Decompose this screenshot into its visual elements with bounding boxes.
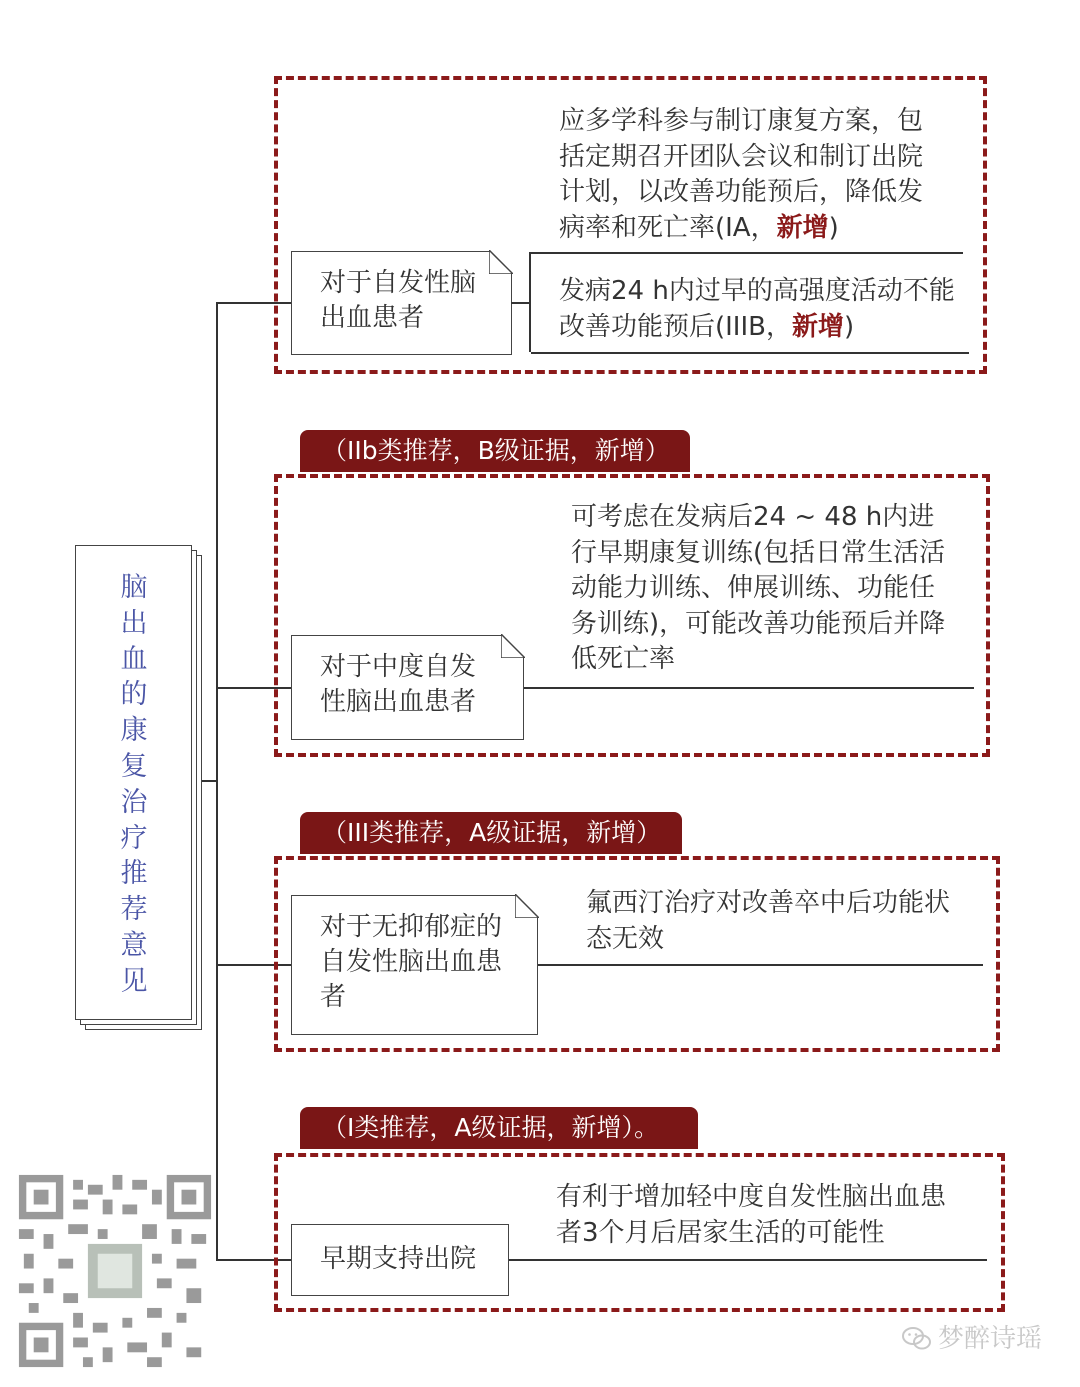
folded-corner-icon [489,250,513,274]
branch-1-item-2 [559,274,959,345]
branch-3-item-1-underline [538,964,983,966]
branch-1-split-vertical [529,252,531,352]
qr-code-icon [14,1170,216,1372]
branch-4-item-1-underline [509,1259,987,1261]
branch-1-item-2-text: 发病24 h内过早的高强度活动不能改善功能预后(IIIB， [559,276,955,342]
folded-corner-icon [515,894,539,918]
branch-2-tag: （IIb类推荐，B级证据，新增） [300,430,690,472]
branch-1-category-label: 对于自发性脑出血患者 [320,268,477,333]
branch-2-item-1-underline [524,687,974,689]
watermark [902,1318,1042,1355]
branch-1-item-2-suffix: ) [844,311,855,342]
watermark-text: 梦醉诗瑶 [937,1324,1042,1354]
branch-3-item-1-text: 氟西汀治疗对改善卒中后功能状态无效 [586,888,951,954]
folded-corner-icon [501,634,525,658]
branch-4-category [291,1224,509,1296]
branch-1-item-1-suffix: ) [828,212,839,243]
branch-1-item-2-highlight: 新增 [792,311,845,342]
branch-4-item-1 [556,1180,966,1251]
branch-3-item-1 [586,886,971,957]
branch-1-item-1-text: 应多学科参与制订康复方案，包括定期召开团队会议和制订出院计划，以改善功能预后，降低发病率和死亡率(IA， [559,106,924,243]
branch-1-item-1-underline [531,252,963,254]
root-label [78,570,190,1000]
root-label-text: 脑出血的康复治疗推荐意见 [120,572,148,997]
branch-1-split-line [511,302,531,304]
branch-4-item-1-text: 有利于增加轻中度自发性脑出血患者3个月后居家生活的可能性 [556,1182,947,1248]
wechat-icon [902,1326,932,1352]
branch-3-tag: （III类推荐，A级证据，新增） [300,812,682,854]
branch-1-item-1-highlight: 新增 [776,212,829,243]
branch-4-category-label: 早期支持出院 [320,1244,477,1274]
branch-1-category [291,251,512,355]
branch-2-category [291,635,524,740]
branch-2-category-label: 对于中度自发性脑出血患者 [320,652,477,717]
branch-4-tag: （I类推荐，A级证据，新增）。 [300,1107,698,1149]
branch-3-category [291,895,538,1035]
branch-3-category-label: 对于无抑郁症的自发性脑出血患者 [320,912,503,1012]
branch-2-item-1-text: 可考虑在发病后24 ~ 48 h内进行早期康复训练(包括日常生活活动能力训练、伸展训练、功能任务训练)，可能改善功能预后并降低死亡率 [571,502,946,674]
branch-1-item-2-underline [531,352,969,354]
branch-1-item-1 [559,104,944,246]
branch-2-item-1 [571,500,959,678]
